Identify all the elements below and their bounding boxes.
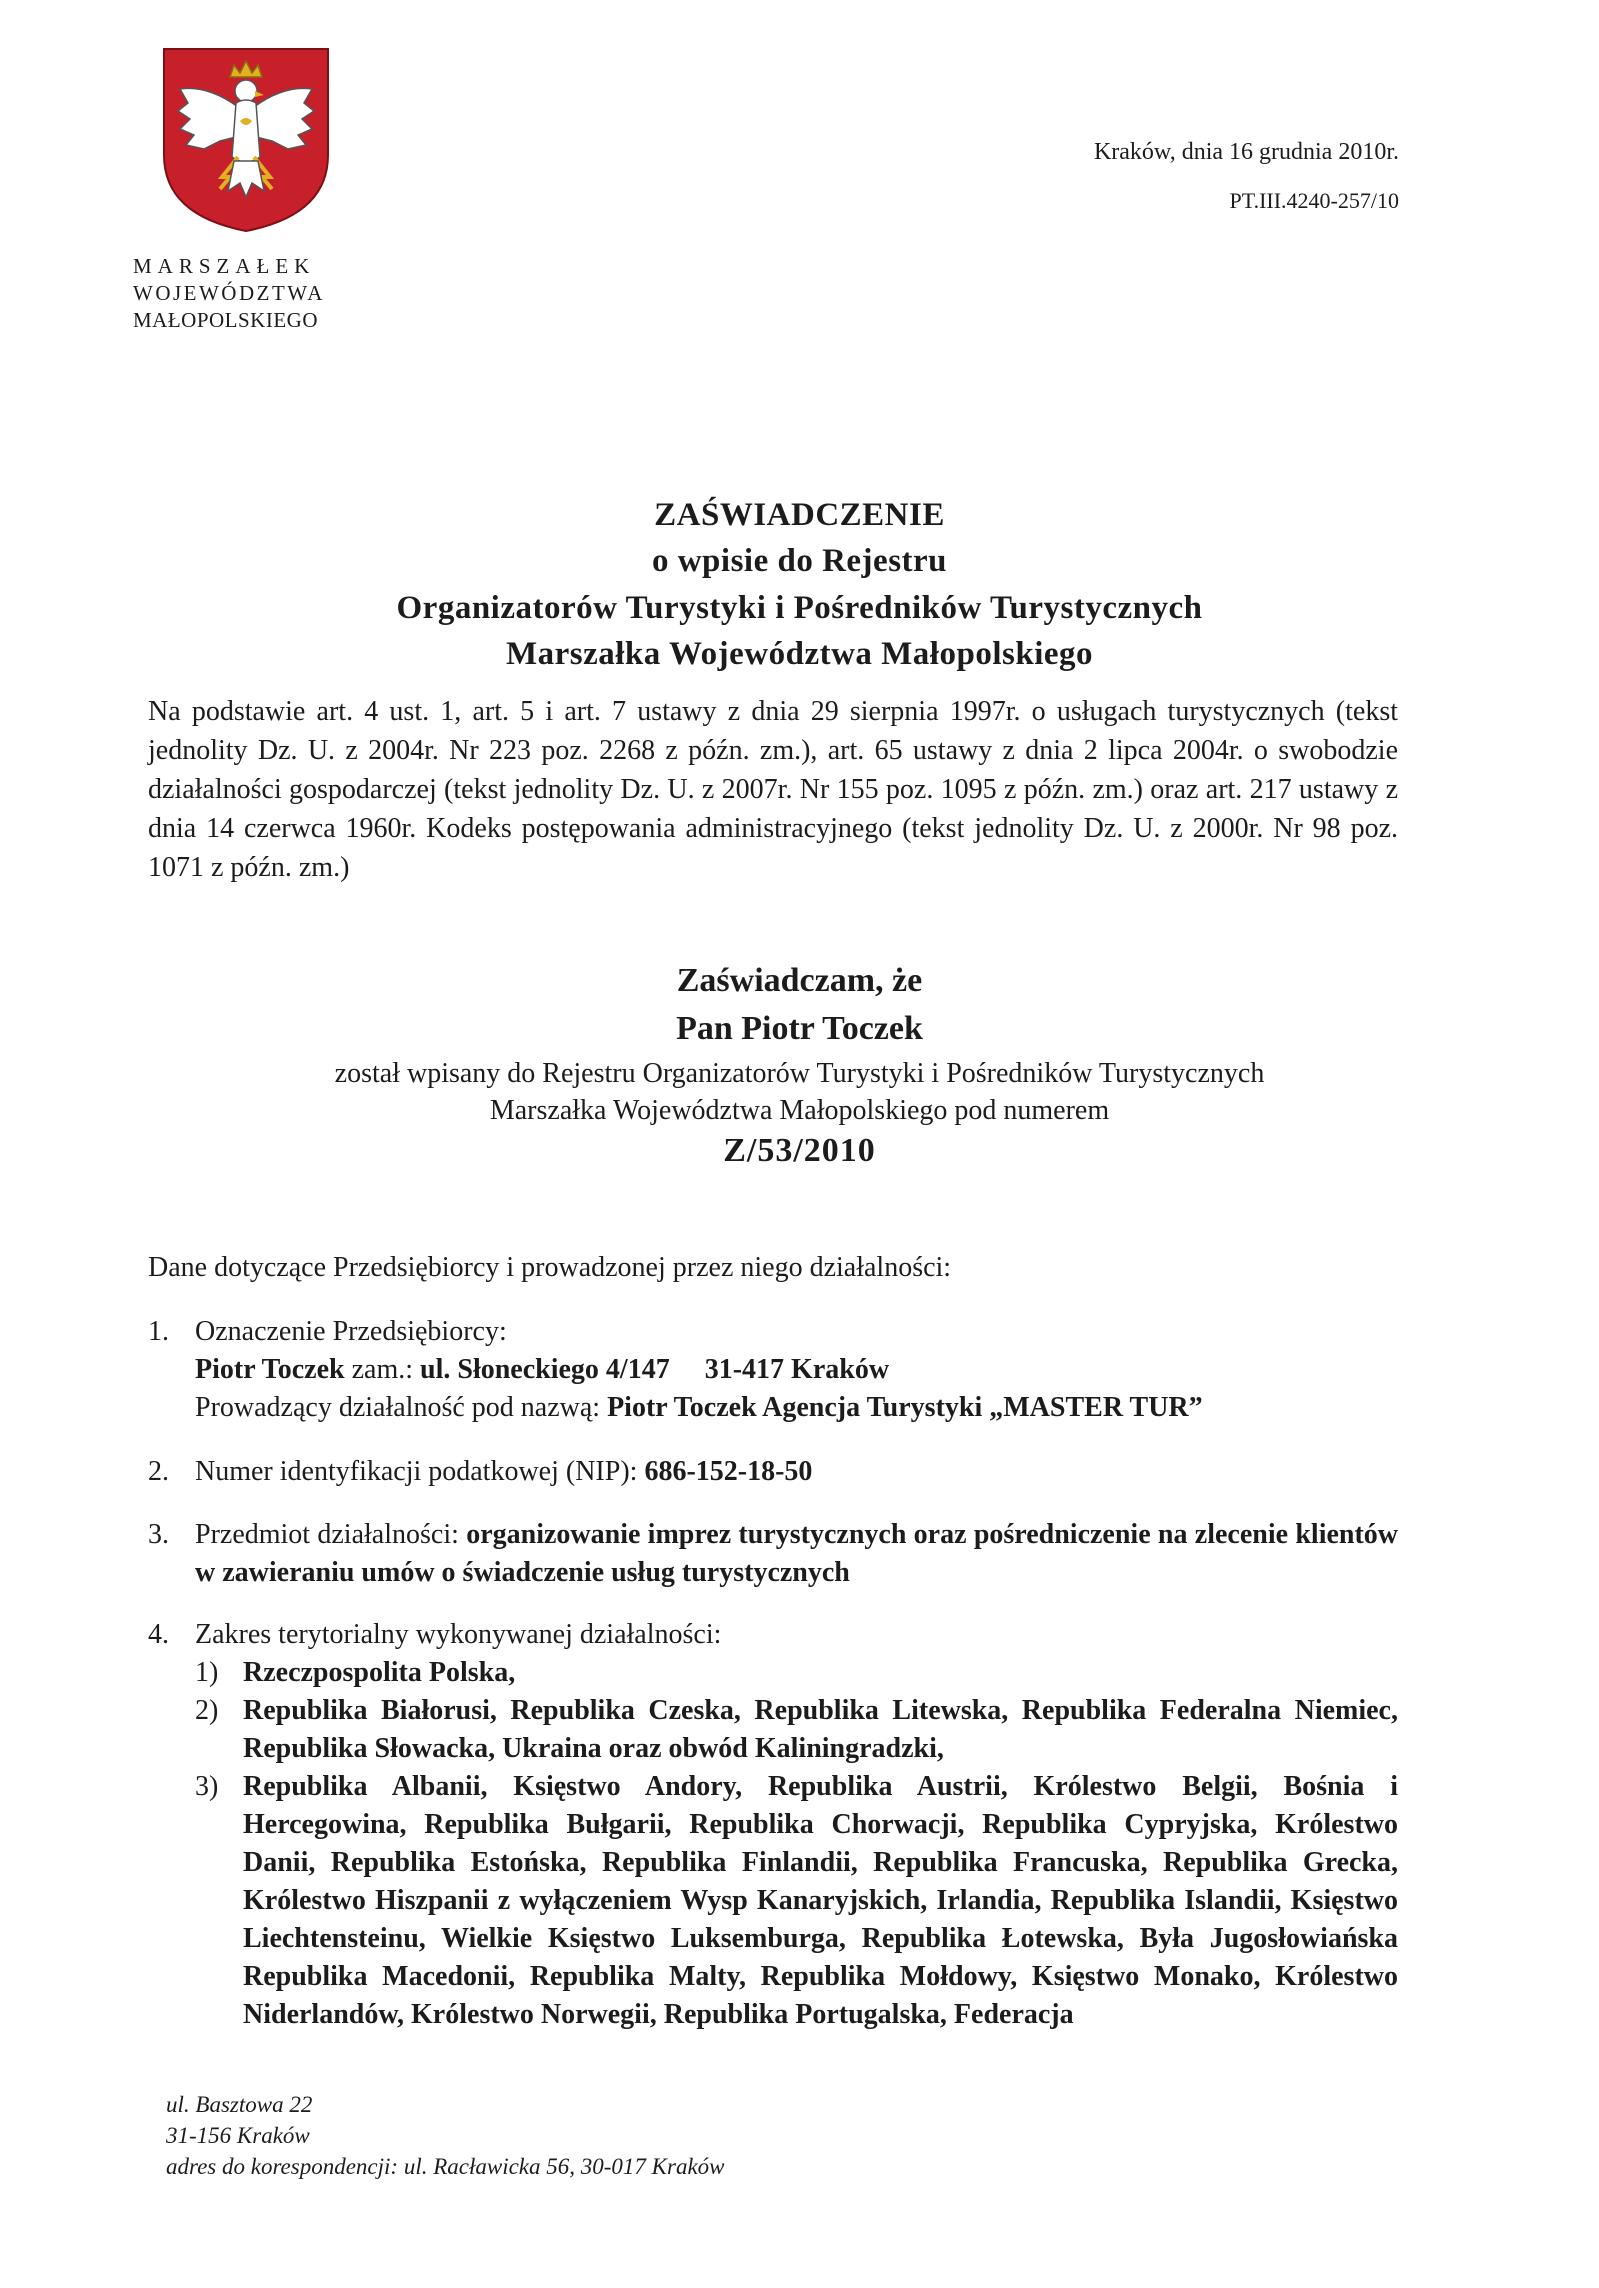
footer-city: 31-156 Kraków <box>166 2123 310 2148</box>
territory-number: 1) <box>195 1657 219 1688</box>
item-label: Przedmiot działalności: <box>195 1519 459 1550</box>
issuer-line: MAŁOPOLSKIEGO <box>133 308 318 332</box>
entrepreneur-name: Piotr Toczek <box>195 1354 345 1385</box>
issuer-line: MARSZAŁEK <box>133 254 316 278</box>
authority-name: Marszałka Województwa Małopolskiego <box>505 636 1094 672</box>
business-name: Piotr Toczek Agencja Turystyki „MASTER TUR” <box>607 1392 1203 1423</box>
certified-person: Pan Piotr Toczek <box>676 1010 923 1047</box>
territory-text: Republika Albanii, Księstwo Andory, Republika Austrii, Królestwo Belgii, Bośnia i Hercegowina, Republika Bułgarii, Republika Chorwacji, Republika Cypryjska, Królestwo Danii, Republika Estońska, Republika Finlandii, Republika Francuska, Republika Grecka, Królestwo Hiszpanii z wyłączeniem Wysp Kanaryjskich, Irlandia, Republika Islandii, Księstwo Liechtensteinu, Wielkie Księstwo Luksemburga, Republika Łotewska, Była Jugosłowiańska Republika Macedonii, Republika Malty, Republika Mołdowy, Księstwo Monako, Królestwo Niderlandów, Królestwo Norwegii, Republika Portugalska, Federacja <box>243 1771 1398 2030</box>
item-number: 1. <box>148 1316 169 1347</box>
item-label: Zakres terytorialny wykonywanej działalności: <box>195 1619 722 1650</box>
footer-address <box>166 2089 725 2182</box>
item-number: 4. <box>148 1619 169 1650</box>
address-label: zam.: <box>351 1354 414 1385</box>
certification-text: Marszałka Województwa Małopolskiego pod numerem <box>489 1095 1110 1126</box>
item-label: Oznaczenie Przedsiębiorcy: <box>195 1316 507 1347</box>
territory-text: Republika Białorusi, Republika Czeska, Republika Litewska, Republika Federalna Niemiec, Republika Słowacka, Ukraina oraz obwód Kaliningradzki, <box>243 1695 1398 1764</box>
entrepreneur-address: ul. Słoneckiego 4/147 <box>420 1354 670 1385</box>
certification-text: został wpisany do Rejestru Organizatorów Turystyki i Pośredników Turystycznych <box>334 1058 1265 1089</box>
place-date: Kraków, dnia 16 grudnia 2010r. <box>1093 139 1399 165</box>
certification-heading: Zaświadczam, że <box>676 962 923 999</box>
item-label: Numer identyfikacji podatkowej (NIP): <box>195 1456 638 1487</box>
document-subtitle: o wpisie do Rejestru <box>651 543 948 579</box>
issuer-line: WOJEWÓDZTWA <box>133 281 325 305</box>
reference-number: PT.III.4240-257/10 <box>1229 188 1399 213</box>
coat-of-arms-eagle-icon <box>158 45 334 235</box>
register-entry-number: Z/53/2010 <box>723 1132 876 1169</box>
document-title: ZAŚWIADCZENIE <box>654 497 945 533</box>
business-activity: organizowanie imprez turystycznych oraz pośredniczenie na zlecenie klientów w zawieraniu umów o świadczenie usług turystycznych <box>195 1519 1399 1588</box>
register-name: Organizatorów Turystyki i Pośredników Turystycznych <box>396 590 1203 626</box>
item-number: 3. <box>148 1519 169 1550</box>
item-number: 2. <box>148 1456 169 1487</box>
business-name-label: Prowadzący działalność pod nazwą: <box>195 1392 601 1423</box>
territory-text: Rzeczpospolita Polska, <box>243 1657 516 1688</box>
tax-id-value: 686-152-18-50 <box>644 1456 813 1487</box>
territory-number: 3) <box>195 1771 219 1802</box>
territory-number: 2) <box>195 1695 219 1726</box>
footer-street: ul. Basztowa 22 <box>166 2092 313 2117</box>
footer-correspondence-address: adres do korespondencji: ul. Racławicka 56, 30-017 Kraków <box>166 2154 725 2179</box>
details-intro: Dane dotyczące Przedsiębiorcy i prowadzonej przez niego działalności: <box>148 1252 952 1283</box>
issuer-block <box>133 253 325 334</box>
entrepreneur-postal-city: 31-417 Kraków <box>704 1354 890 1385</box>
legal-basis-paragraph: Na podstawie art. 4 ust. 1, art. 5 i art. 7 ustawy z dnia 29 sierpnia 1997r. o usługach turystycznych (tekst jednolity Dz. U. z 2004r. Nr 223 poz. 2268 z późn. zm.), art. 65 ustawy z dnia 2 lipca 2004r. o swobodzie działalności gospodarczej (tekst jednolity Dz. U. z 2007r. Nr 155 poz. 1095 z późn. zm.) oraz art. 217 ustawy z dnia 14 czerwca 1960r. Kodeks postępowania administracyjnego (tekst jednolity Dz. U. z 2000r. Nr 98 poz. 1071 z późn. zm.) <box>148 696 1398 883</box>
